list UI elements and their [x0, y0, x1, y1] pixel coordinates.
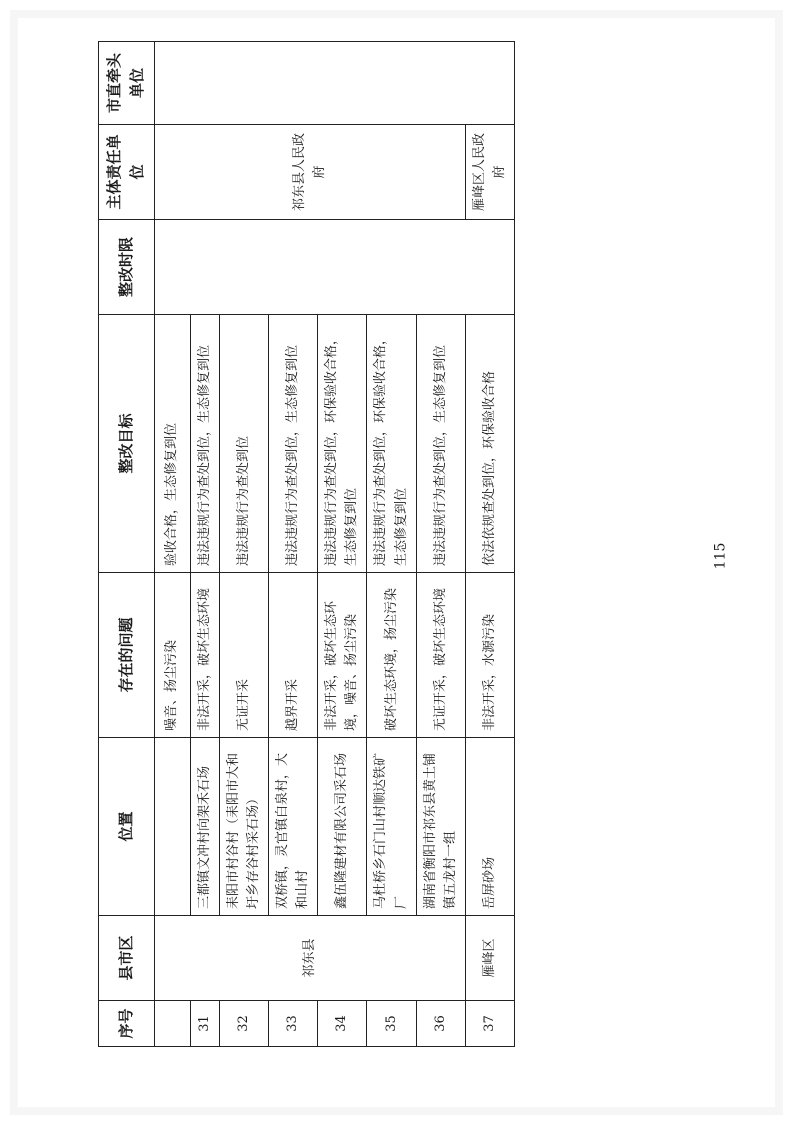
cell-location — [154, 738, 190, 916]
cell-lead-unit — [154, 42, 515, 125]
cell-seq: 31 — [190, 1001, 219, 1047]
cell-problem: 噪音、扬尘污染 — [154, 573, 190, 738]
cell-target: 违法违规行为查处到位，生态修复到位 — [268, 315, 317, 573]
cell-problem: 无证开采，破坏生态环境 — [416, 573, 465, 738]
cell-location: 马杜桥乡石门山村顺达铁矿厂 — [367, 738, 416, 916]
cell-problem: 非法开采，破坏生态环境，噪音、扬尘污染 — [318, 573, 367, 738]
header-seq: 序号 — [99, 1001, 155, 1047]
cell-target: 违法违规行为查处到位，环保验收合格，生态修复到位 — [318, 315, 367, 573]
table-row — [154, 42, 190, 1047]
header-county: 县市区 — [99, 916, 155, 1001]
table-row — [466, 42, 515, 1047]
cell-seq: 36 — [416, 1001, 465, 1047]
header-lead-unit: 市直牵头单位 — [99, 42, 155, 125]
cell-county: 雁峰区 — [466, 916, 515, 1001]
cell-main-unit-qidong: 祁东县人民政府 — [154, 125, 466, 220]
header-deadline: 整改时限 — [99, 220, 155, 315]
cell-deadline — [154, 220, 515, 315]
cell-county-qidong: 祁东县 — [154, 916, 466, 1001]
cell-problem: 非法开采，水源污染 — [466, 573, 515, 738]
cell-location: 双桥镇，灵官镇白泉村，大和山村 — [268, 738, 317, 916]
cell-seq: 33 — [268, 1001, 317, 1047]
cell-location: 岳屏砂场 — [466, 738, 515, 916]
table-wrapper — [98, 42, 508, 1047]
cell-target: 违法违规行为查处到位 — [219, 315, 268, 573]
cell-problem: 非法开采，破坏生态环境 — [190, 573, 219, 738]
cell-location: 耒阳市村谷村（耒阳市大和圩乡存谷村采石场） — [219, 738, 268, 916]
cell-seq: 37 — [466, 1001, 515, 1047]
header-row — [99, 42, 155, 1047]
header-location: 位置 — [99, 738, 155, 916]
header-problem: 存在的问题 — [99, 573, 155, 738]
cell-target: 违法违规行为查处到位，生态修复到位 — [190, 315, 219, 573]
cell-seq: 32 — [219, 1001, 268, 1047]
cell-problem: 破坏生态环境，扬尘污染 — [367, 573, 416, 738]
header-main-unit: 主体责任单位 — [99, 125, 155, 220]
rotated-table-container — [98, 42, 508, 1047]
cell-location: 鑫伍隆建材有限公司采石场 — [318, 738, 367, 916]
page-number: 115 — [712, 542, 729, 570]
cell-seq: 34 — [318, 1001, 367, 1047]
cell-problem: 无证开采 — [219, 573, 268, 738]
rectification-table — [98, 41, 515, 1047]
cell-seq — [154, 1001, 190, 1047]
cell-target: 依法依规查处到位，环保验收合格 — [466, 315, 515, 573]
cell-target: 验收合格，生态修复到位 — [154, 315, 190, 573]
cell-target: 违法违规行为查处到位，生态修复到位 — [416, 315, 465, 573]
header-target: 整改目标 — [99, 315, 155, 573]
cell-main-unit: 雁峰区人民政府 — [466, 125, 515, 220]
cell-problem: 越界开采 — [268, 573, 317, 738]
cell-seq: 35 — [367, 1001, 416, 1047]
cell-target: 违法违规行为查处到位，环保验收合格，生态修复到位 — [367, 315, 416, 573]
cell-location: 湖南省衡阳市祁东县黄土铺镇五龙村一组 — [416, 738, 465, 916]
cell-location: 三都镇文冲村向架禾石场 — [190, 738, 219, 916]
